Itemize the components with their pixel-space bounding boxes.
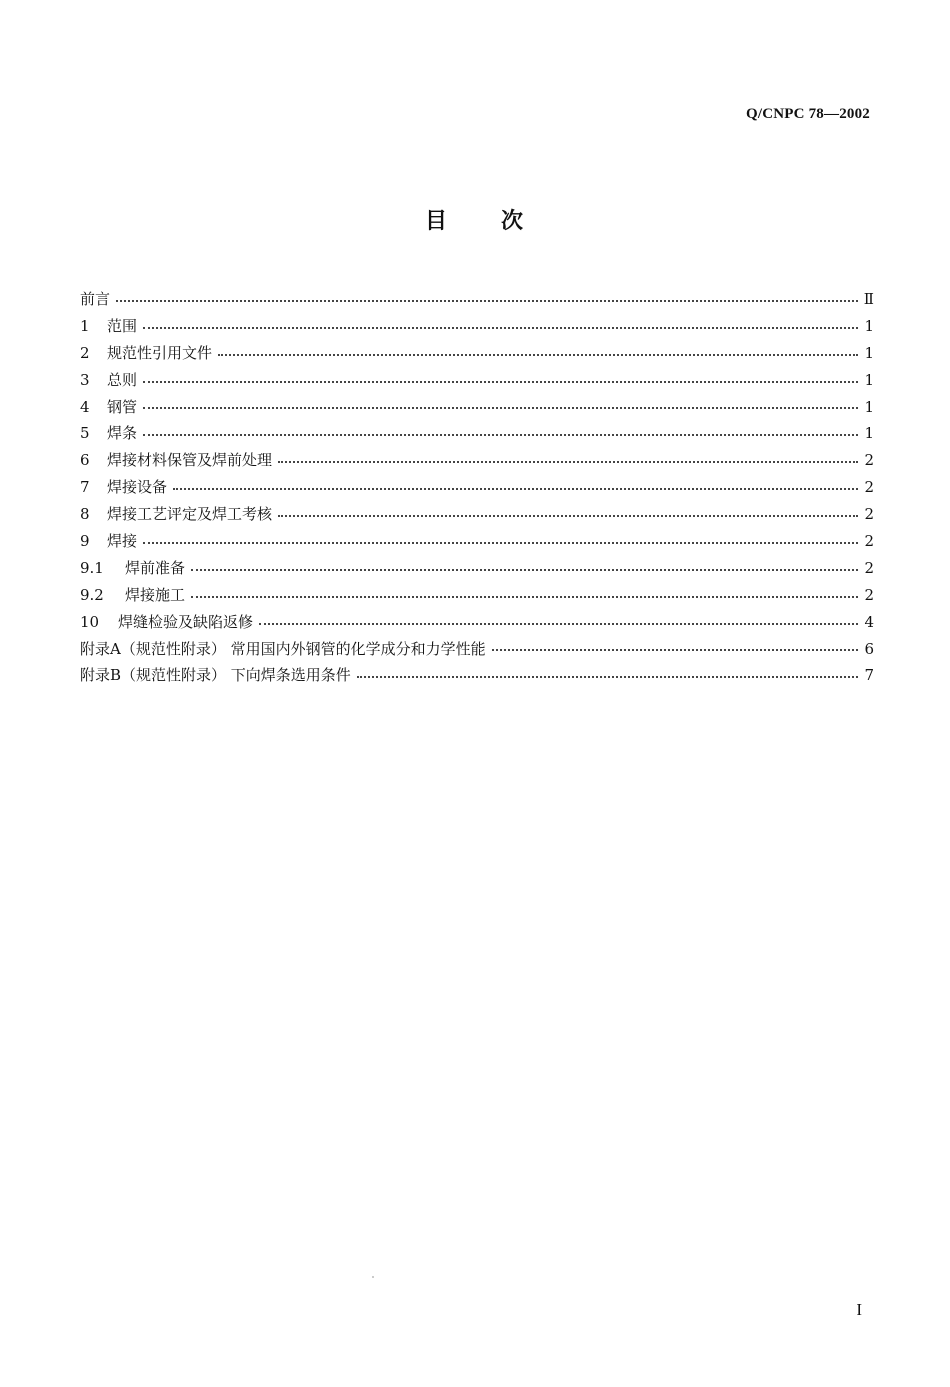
toc-entry-label: 附录A（规范性附录） 常用国内外钢管的化学成分和力学性能 xyxy=(80,639,486,658)
toc-entry-label: 焊前准备 xyxy=(125,558,186,577)
toc-entry-number: 4 xyxy=(80,397,90,416)
toc-entry-5[interactable] xyxy=(80,420,874,447)
toc-entry-8[interactable] xyxy=(80,501,874,528)
toc-entry-label: 焊接材料保管及焊前处理 xyxy=(107,451,273,470)
toc-entry-page: 4 xyxy=(864,612,874,631)
toc-entry-label: 焊接工艺评定及焊工考核 xyxy=(107,505,273,524)
toc-entry-page: 1 xyxy=(864,397,874,416)
toc-entry-number: 3 xyxy=(80,370,90,389)
toc-entry-4[interactable] xyxy=(80,394,874,421)
toc-entry-number: 9.2 xyxy=(80,585,104,604)
toc-leader-dots xyxy=(218,354,858,356)
toc-entry-3[interactable] xyxy=(80,367,874,394)
toc-title xyxy=(0,204,950,235)
toc-entry-number: 9.1 xyxy=(80,558,104,577)
toc-entry-label: 前言 xyxy=(80,290,111,308)
toc-entry-page: 1 xyxy=(864,424,874,443)
toc-entry-label: 规范性引用文件 xyxy=(107,343,213,362)
toc-entry-2[interactable] xyxy=(80,340,874,367)
toc-entry-page: 7 xyxy=(864,666,874,685)
toc-entry-number: 6 xyxy=(80,451,90,470)
toc-entry-7[interactable] xyxy=(80,474,874,501)
toc-entry-appendix-a[interactable] xyxy=(80,636,874,663)
toc-entry-number: 9 xyxy=(80,532,90,551)
toc-entry-9[interactable] xyxy=(80,528,874,555)
toc-leader-dots xyxy=(259,623,858,625)
toc-entry-appendix-b[interactable] xyxy=(80,662,874,689)
toc-entry-page: 2 xyxy=(864,558,874,577)
toc-entry-1[interactable] xyxy=(80,313,874,340)
toc-entry-label: 总则 xyxy=(107,370,138,389)
toc-entry-label: 焊接 xyxy=(107,532,138,551)
toc-leader-dots xyxy=(357,676,859,678)
toc-entry-page: 2 xyxy=(864,585,874,604)
toc-leader-dots xyxy=(143,407,858,409)
scan-speck xyxy=(372,1276,374,1278)
toc-entry-page: 2 xyxy=(864,478,874,497)
toc-entry-number: 1 xyxy=(80,316,90,335)
toc-leader-dots xyxy=(143,434,858,436)
toc-leader-dots xyxy=(278,515,858,517)
toc-entry-label: 焊条 xyxy=(107,424,138,443)
toc-entry-page: 1 xyxy=(864,316,874,335)
toc-entry-page: 2 xyxy=(864,451,874,470)
toc-entry-page: 2 xyxy=(864,532,874,551)
toc-entry-number: 7 xyxy=(80,478,90,497)
toc-entry-10[interactable] xyxy=(80,609,874,636)
toc-entry-number: 10 xyxy=(80,612,100,631)
toc-entry-label: 焊接施工 xyxy=(125,585,186,604)
toc-entry-number: 5 xyxy=(80,424,90,443)
toc-entry-page: 6 xyxy=(864,639,874,658)
toc-entry-label: 焊接设备 xyxy=(107,478,168,497)
toc-leader-dots xyxy=(278,461,858,463)
toc-entry-label: 范围 xyxy=(107,316,138,335)
toc-entry-9-2[interactable] xyxy=(80,582,874,609)
toc-leader-dots xyxy=(191,596,858,598)
page-number: I xyxy=(856,1300,862,1319)
toc-entry-6[interactable] xyxy=(80,447,874,474)
toc-leader-dots xyxy=(143,381,858,383)
toc-entry-label: 钢管 xyxy=(107,397,138,416)
table-of-contents xyxy=(80,286,874,689)
toc-entry-label: 附录B（规范性附录） 下向焊条选用条件 xyxy=(80,666,351,685)
toc-leader-dots xyxy=(116,300,858,302)
toc-entry-page: 1 xyxy=(864,370,874,389)
toc-entry-foreword[interactable] xyxy=(80,286,874,313)
toc-leader-dots xyxy=(492,649,859,651)
toc-entry-page: 2 xyxy=(864,505,874,524)
toc-leader-dots xyxy=(143,327,858,329)
toc-leader-dots xyxy=(191,569,858,571)
toc-leader-dots xyxy=(173,488,858,490)
toc-entry-page: 1 xyxy=(864,343,874,362)
toc-leader-dots xyxy=(143,542,858,544)
toc-entry-number: 2 xyxy=(80,343,90,362)
toc-entry-label: 焊缝检验及缺陷返修 xyxy=(118,612,254,631)
toc-title-part2: 次 xyxy=(501,209,526,234)
document-code: Q/CNPC 78—2002 xyxy=(745,106,870,122)
toc-entry-number: 8 xyxy=(80,505,90,524)
toc-entry-9-1[interactable] xyxy=(80,555,874,582)
toc-title-part1: 目 xyxy=(424,209,449,234)
toc-entry-page: Ⅱ xyxy=(863,290,874,308)
